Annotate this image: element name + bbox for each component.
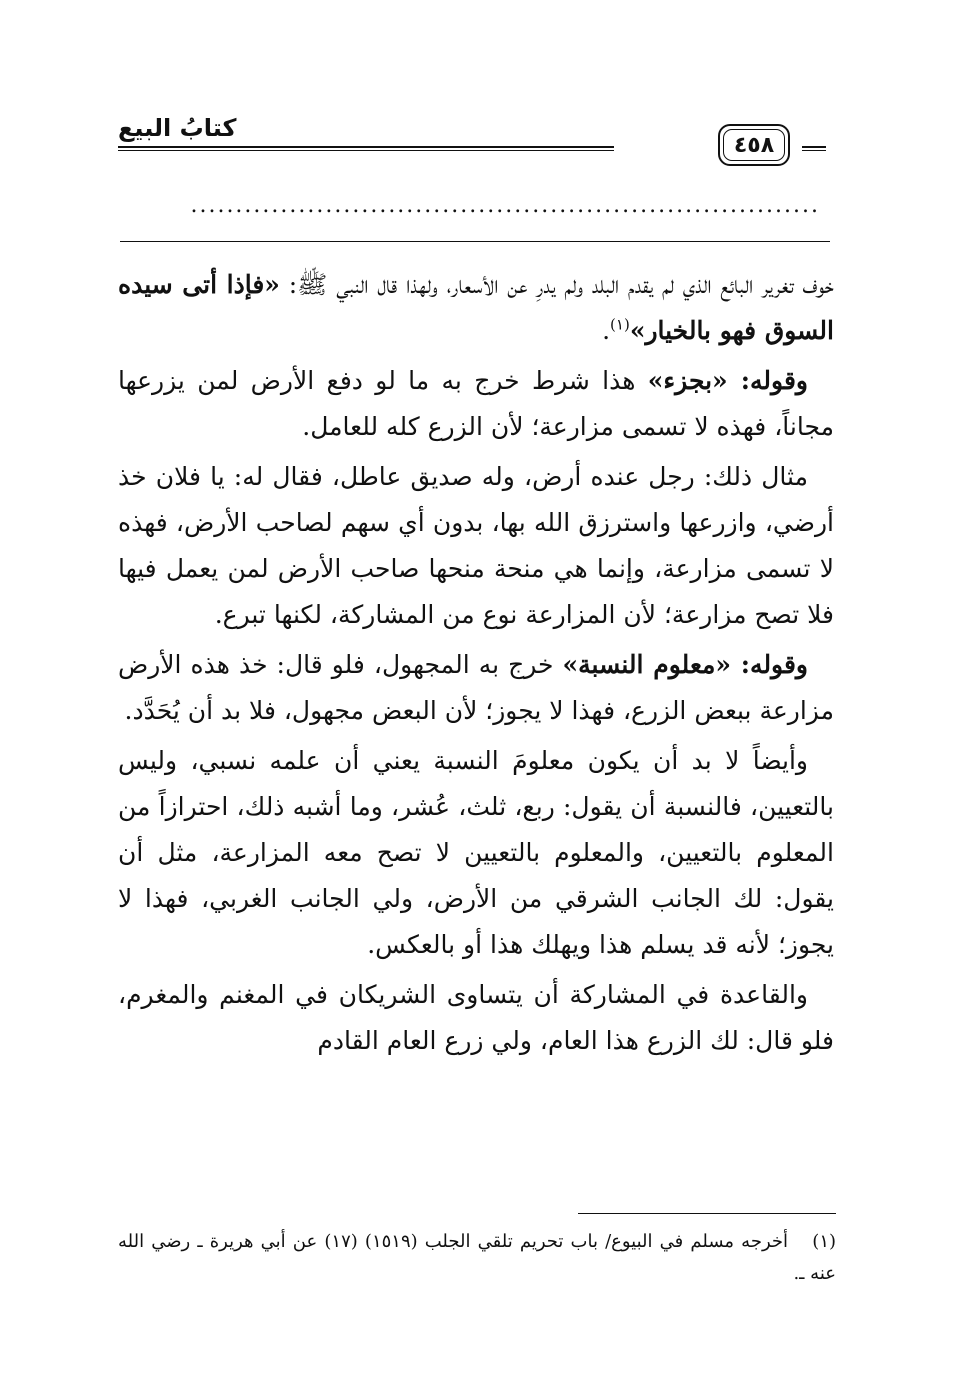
text-run: والقاعدة في المشاركة أن يتساوى الشريكان في المغنم والمغرم، فلو قال: لك الزرع هذا العام، ولي زرع العام القادم xyxy=(118,980,834,1055)
separator-rule xyxy=(120,241,830,242)
dotted-separator: ...................................................................... xyxy=(190,194,820,218)
paragraph-4 xyxy=(118,642,834,734)
text-run: مثال ذلك: رجل عنده أرض، وله صديق عاطل، فقال له: يا فلان خذ أرضي، وازرعها واسترزق الله بها، بدون أي سهم لصاحب الأرض، فهذه لا تسمى مزارعة، وإنما هي منحة منحها صاحب الأرض لمن يعمل فيها فلا تصح مزارعة؛ لأن المزارعة نوع من المشاركة، لكنها تبرع. xyxy=(118,462,834,629)
quoted-term: «معلوم النسبة» xyxy=(562,650,732,679)
paragraph-5 xyxy=(118,738,834,968)
paragraph-3 xyxy=(118,454,834,638)
text-run: هذا شرط خرج به ما لو دفع الأرض لمن يزرعها مجاناً، فهذه لا تسمى مزارعة؛ لأن الزرع كله للعامل. xyxy=(118,366,834,441)
page-number: ٤٥٨ xyxy=(718,124,790,166)
footnote-number: (١) xyxy=(812,1231,837,1252)
running-header xyxy=(118,112,826,162)
header-rule-left xyxy=(118,146,614,151)
book-title: كتابُ البيع xyxy=(118,112,244,144)
text-run: خوف تغرير البائع الذي لم يقدم البلد ولم يدرِ عن الأسعار، ولهذا قال النبي ﷺ: xyxy=(279,270,834,299)
paragraph-2 xyxy=(118,358,834,450)
footnote-rule xyxy=(578,1213,836,1214)
footnote xyxy=(118,1226,836,1290)
text-run: خرج به المجهول، فلو قال: خذ هذه الأرض مزارعة ببعض الزرع، فهذا لا يجوز؛ لأن البعض مجهول، فلا بد أن يُحَدَّد. xyxy=(118,650,834,725)
lead-term: وقوله: xyxy=(731,650,808,679)
hadith-quote: «فإذا أتى سيده السوق فهو بالخيار» xyxy=(118,270,834,345)
footnote-text: أخرجه مسلم في البيوع/ باب تحريم تلقي الجلب (١٥١٩) (١٧) عن أبي هريرة ـ رضي الله عنه ـ. xyxy=(118,1231,836,1284)
paragraph-6 xyxy=(118,972,834,1064)
text-run: وأيضاً لا بد أن يكون معلومَ النسبة يعني أن علمه نسبي، وليس بالتعيين، فالنسبة أن يقول: ربع، ثلث، عُشر، وما أشبه ذلك، احترازاً من المعلوم بالتعيين، والمعلوم بالتعيين لا تصح معه المزارعة، مثل أن يقول: لك الجانب الشرقي من الأرض، ولي الجانب الغربي، فهذا لا يجوز؛ لأنه قد يسلم هذا ويهلك هذا أو بالعكس. xyxy=(118,746,834,959)
paragraph-1 xyxy=(118,262,834,354)
footnote-ref: (١) xyxy=(610,315,630,334)
quoted-term: «بجزء» xyxy=(647,366,728,395)
main-text xyxy=(118,262,834,1064)
lead-term: وقوله: xyxy=(727,366,808,395)
header-rule-right xyxy=(802,146,826,151)
text-run: . xyxy=(602,316,611,345)
